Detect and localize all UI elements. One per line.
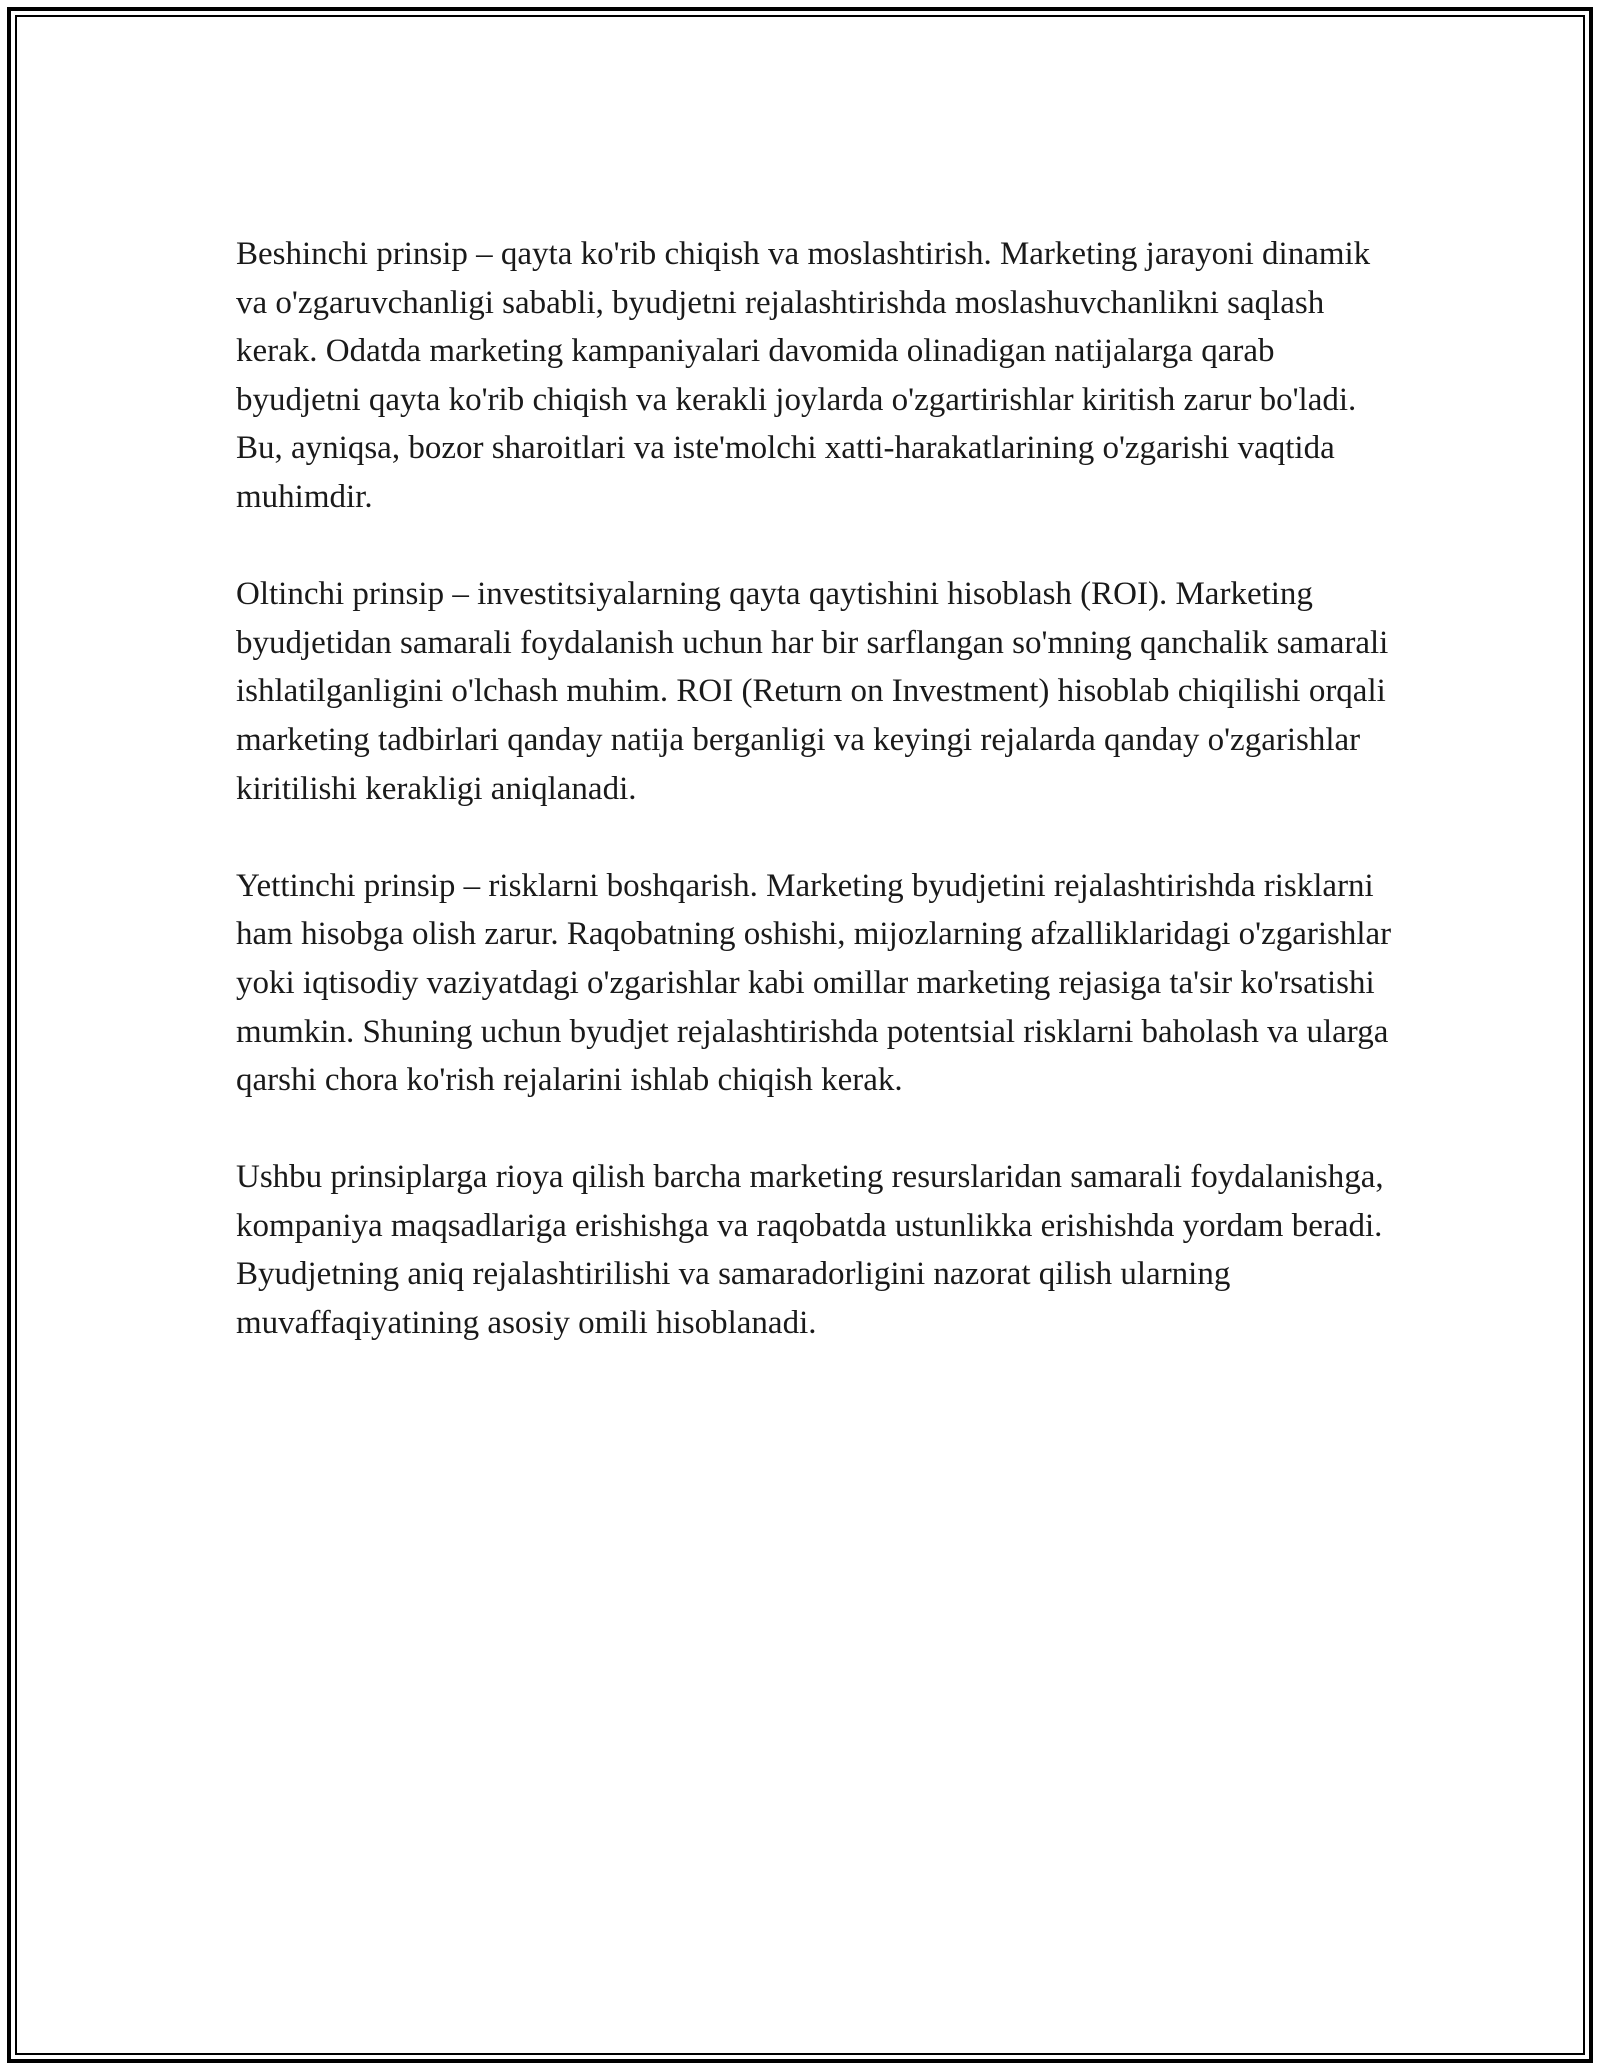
document-body — [236, 230, 1396, 1396]
paragraph-fifth-principle: Beshinchi prinsip – qayta ko'rib chiqish va moslashtirish. Marketing jarayoni dinamik va o'zgaruvchanligi sababli, byudjetni rejalashtirishda moslashuvchanlikni saqlash kerak. Odatda marketing kampaniyalari davomida olinadigan natijalarga qarab byudjetni qayta ko'rib chiqish va kerakli joylarda o'zgartirishlar kiritish zarur bo'ladi. Bu, ayniqsa, bozor sharoitlari va iste'molchi xatti-harakatlarining o'zgarishi vaqtida muhimdir. — [236, 236, 1371, 515]
paragraph-conclusion: Ushbu prinsiplarga rioya qilish barcha marketing resurslaridan samarali foydalanishga, kompaniya maqsadlariga erishishga va raqobatda ustunlikka erishishda yordam beradi. Byudjetning aniq rejalashtirilishi va samaradorligini nazorat qilish ularning muvaffaqiyatining asosiy omili hisoblanadi. — [236, 1159, 1384, 1342]
paragraph-sixth-principle: Oltinchi prinsip – investitsiyalarning qayta qaytishini hisoblash (ROI). Marketing byudjetidan samarali foydalanish uchun har bir sarflangan so'mning qanchalik samarali ishlatilganligini o'lchash muhim. ROI (Return on Investment) hisoblab chiqilishi orqali marketing tadbirlari qanday natija berganligi va keyingi rejalarda qanday o'zgarishlar kiritilishi kerakligi aniqlanadi. — [236, 576, 1389, 807]
paragraph-seventh-principle: Yettinchi prinsip – risklarni boshqarish. Marketing byudjetini rejalashtirishda risklarni ham hisobga olish zarur. Raqobatning oshishi, mijozlarning afzalliklaridagi o'zgarishlar yoki iqtisodiy vaziyatdagi o'zgarishlar kabi omillar marketing rejasiga ta'sir ko'rsatishi mumkin. Shuning uchun byudjet rejalashtirishda potentsial risklarni baholash va ularga qarshi chora ko'rish rejalarini ishlab chiqish kerak. — [236, 867, 1392, 1099]
